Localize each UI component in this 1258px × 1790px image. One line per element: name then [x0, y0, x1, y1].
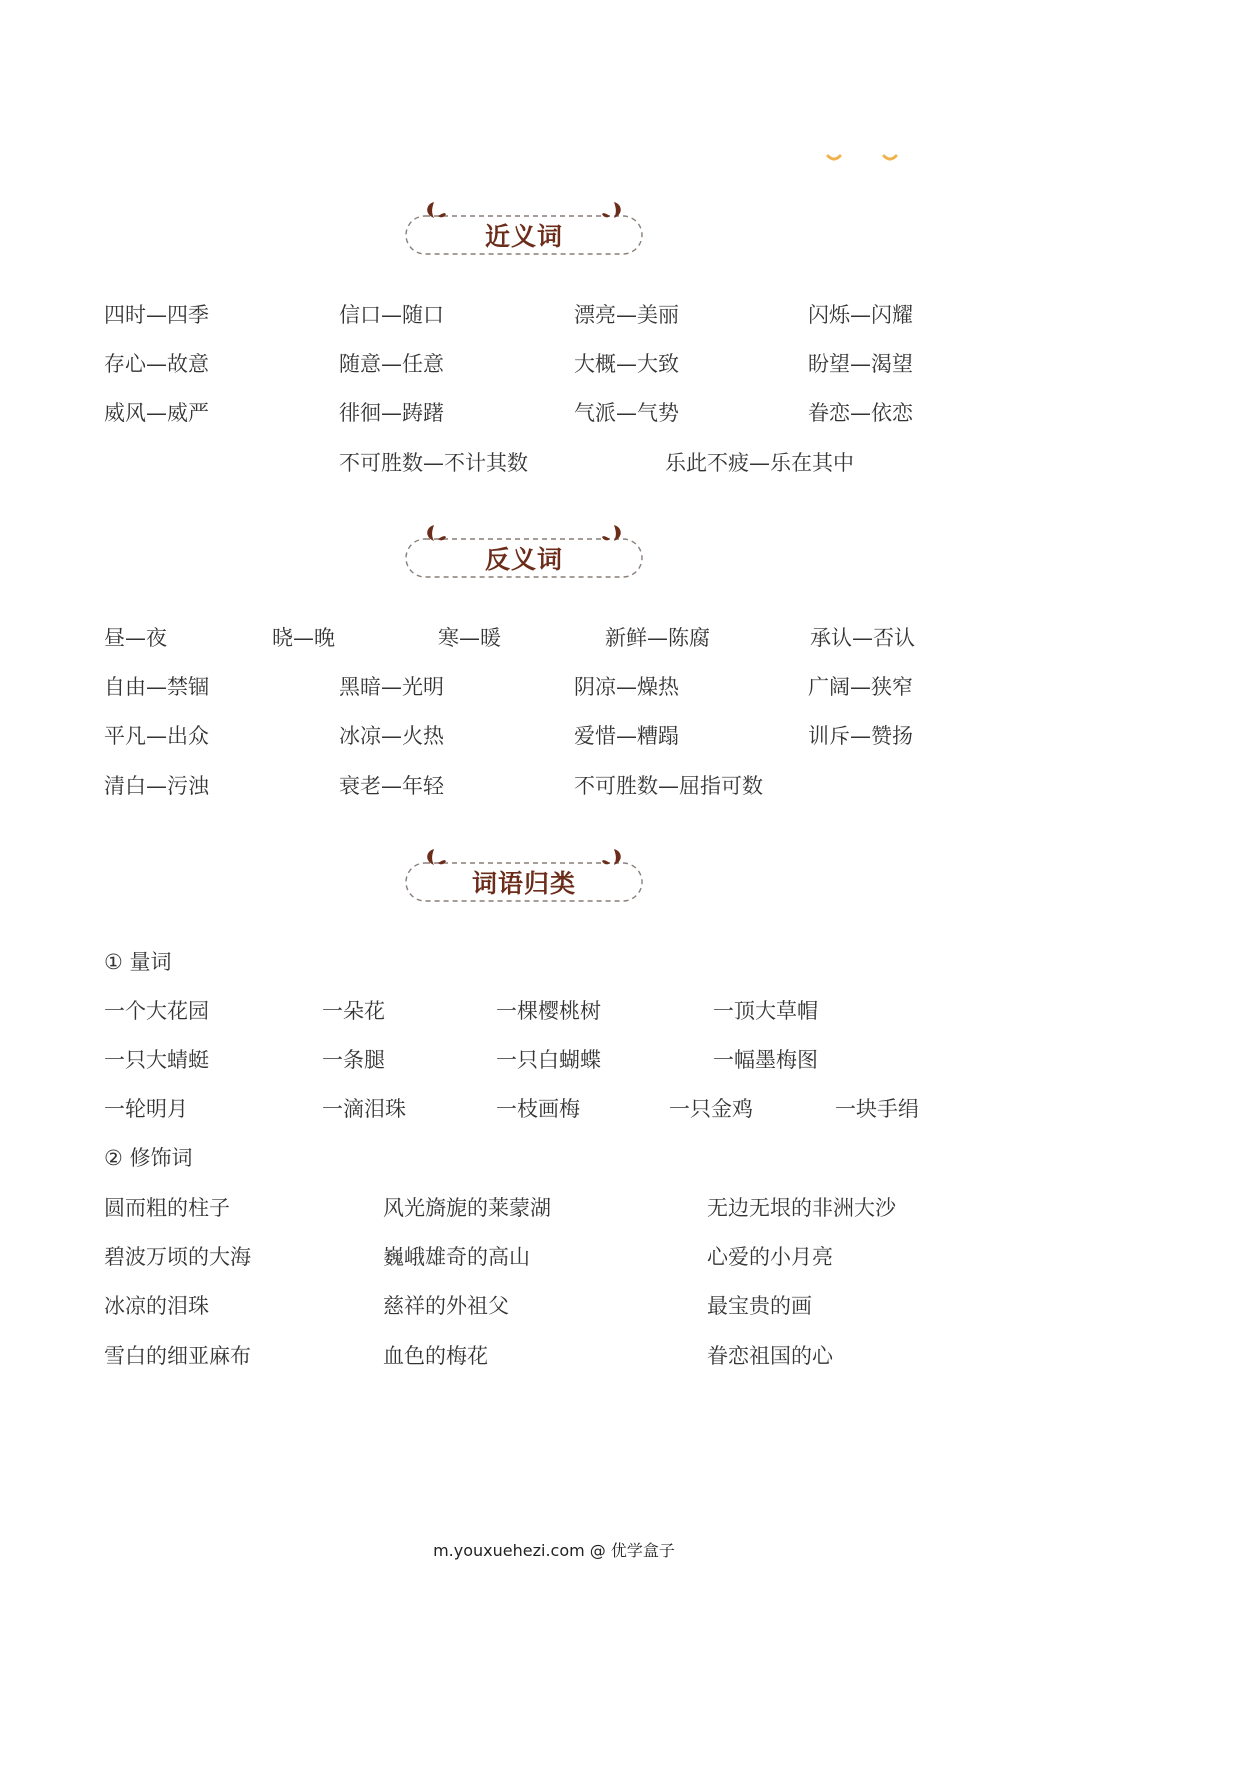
subheading-modifiers: ② 修饰词 [104, 1146, 193, 1170]
phrase: 碧波万顷的大海 [104, 1245, 251, 1269]
phrase: 一个大花园 [104, 999, 209, 1023]
word-pair: 四时—四季 [104, 303, 209, 327]
phrase: 一条腿 [322, 1048, 385, 1072]
phrase: 一滴泪珠 [322, 1097, 406, 1121]
word-pair: 信口—随口 [339, 303, 444, 327]
phrase: 巍峨雄奇的高山 [383, 1245, 530, 1269]
word-pair: 随意—任意 [339, 352, 444, 376]
section-title-classification [404, 843, 644, 909]
section-title-text: 反义词 [484, 545, 563, 574]
phrase: 雪白的细亚麻布 [104, 1344, 251, 1368]
phrase: 一棵樱桃树 [496, 999, 601, 1023]
phrase: 一只白蝴蝶 [496, 1048, 601, 1072]
word-pair: 大概—大致 [574, 352, 679, 376]
phrase: 风光旖旎的莱蒙湖 [383, 1196, 551, 1220]
word-pair: 新鲜—陈腐 [605, 626, 710, 650]
phrase: 心爱的小月亮 [707, 1245, 833, 1269]
phrase: 一只金鸡 [669, 1097, 753, 1121]
word-pair: 存心—故意 [104, 352, 209, 376]
phrase: 血色的梅花 [383, 1344, 488, 1368]
word-pair: 昼—夜 [104, 626, 167, 650]
word-pair: 漂亮—美丽 [574, 303, 679, 327]
phrase: 一轮明月 [104, 1097, 188, 1121]
word-pair: 阴凉—燥热 [574, 675, 679, 699]
word-pair: 徘徊—踌躇 [339, 401, 444, 425]
phrase: 慈祥的外祖父 [383, 1294, 509, 1318]
subheading-measure-words: ① 量词 [104, 950, 172, 974]
word-pair: 不可胜数—不计其数 [339, 451, 528, 475]
word-pair: 广阔—狭窄 [808, 675, 913, 699]
word-pair: 冰凉—火热 [339, 724, 444, 748]
word-pair: 眷恋—依恋 [808, 401, 913, 425]
phrase: 一块手绢 [835, 1097, 919, 1121]
word-pair: 闪烁—闪耀 [808, 303, 913, 327]
word-pair: 训斥—赞扬 [808, 724, 913, 748]
section-title-text: 词语归类 [471, 869, 576, 898]
word-pair: 黑暗—光明 [339, 675, 444, 699]
word-pair: 晓—晚 [272, 626, 335, 650]
word-pair: 盼望—渴望 [808, 352, 913, 376]
word-pair: 平凡—出众 [104, 724, 209, 748]
word-pair: 不可胜数—屈指可数 [574, 774, 763, 798]
section-title-text: 近义词 [484, 222, 563, 251]
phrase: 眷恋祖国的心 [707, 1344, 833, 1368]
phrase: 最宝贵的画 [707, 1294, 812, 1318]
phrase: 无边无垠的非洲大沙 [707, 1196, 896, 1220]
word-pair: 威风—威严 [104, 401, 209, 425]
word-pair: 自由—禁锢 [104, 675, 209, 699]
word-pair: 寒—暖 [438, 626, 501, 650]
word-pair: 清白—污浊 [104, 774, 209, 798]
word-pair: 爱惜—糟蹋 [574, 724, 679, 748]
word-pair: 承认—否认 [810, 626, 915, 650]
decorative-dots [826, 152, 906, 166]
word-pair: 衰老—年轻 [339, 774, 444, 798]
phrase: 冰凉的泪珠 [104, 1294, 209, 1318]
word-pair: 乐此不疲—乐在其中 [665, 451, 854, 475]
section-title-synonyms [404, 196, 644, 262]
section-title-antonyms [404, 519, 644, 585]
word-pair: 气派—气势 [574, 401, 679, 425]
phrase: 一枝画梅 [496, 1097, 580, 1121]
phrase: 圆而粗的柱子 [104, 1196, 230, 1220]
phrase: 一朵花 [322, 999, 385, 1023]
phrase: 一顶大草帽 [713, 999, 818, 1023]
footer-watermark: m.youxuehezi.com @ 优学盒子 [433, 1541, 675, 1560]
phrase: 一幅墨梅图 [713, 1048, 818, 1072]
phrase: 一只大蜻蜓 [104, 1048, 209, 1072]
